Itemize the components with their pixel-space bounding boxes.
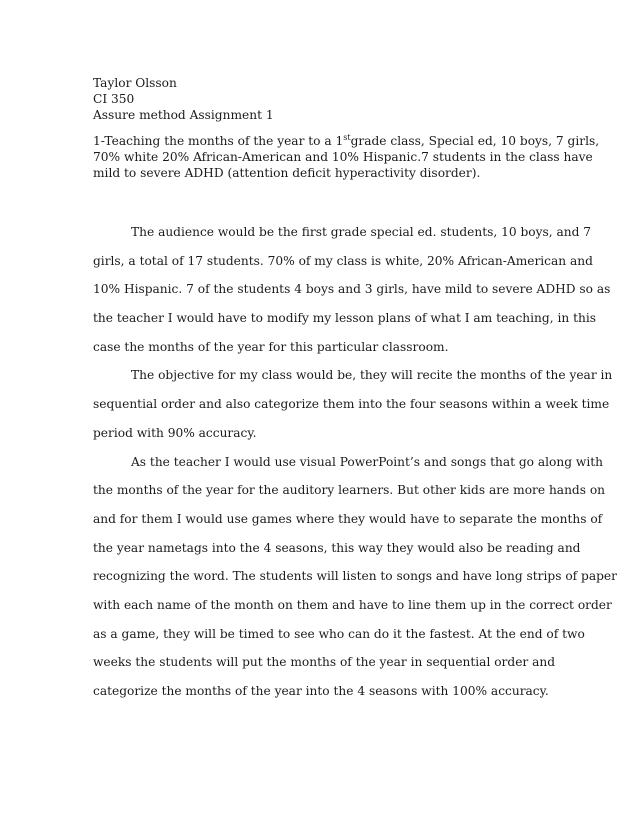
summary-line-1	[93, 132, 600, 149]
summary-line-3: mild to severe ADHD (attention deficit hyperactivity disorder).	[93, 166, 481, 180]
body-line: the months of the year for the auditory learners. But other kids are more hands on	[93, 483, 606, 498]
body-line: and for them I would use games where they would have to separate the months of	[93, 511, 603, 526]
body-line: weeks the students will put the months of the year in sequential order and	[93, 655, 556, 670]
body-line: The objective for my class would be, they will recite the months of the year in	[131, 368, 613, 383]
body-line: categorize the months of the year into the 4 seasons with 100% accuracy.	[93, 684, 549, 698]
body-line: recognizing the word. The students will listen to songs and have long strips of paper	[93, 569, 617, 584]
author-name: Taylor Olsson	[93, 76, 177, 90]
body-line: 10% Hispanic. 7 of the students 4 boys and 3 girls, have mild to severe ADHD so as	[93, 282, 611, 297]
summary-line-1-text-b: grade class, Special ed, 10 boys, 7 girls,	[350, 134, 600, 148]
essay-body	[93, 224, 617, 712]
assignment-summary	[93, 132, 600, 181]
body-line: as a game, they will be timed to see who can do it the fastest. At the end of two	[93, 626, 585, 641]
body-line: with each name of the month on them and have to line them up in the correct order	[93, 597, 612, 612]
body-line: sequential order and also categorize them into the four seasons within a week time	[93, 397, 610, 412]
body-line: As the teacher I would use visual PowerPoint’s and songs that go along with	[131, 454, 603, 469]
body-line: case the months of the year for this particular classroom.	[93, 339, 449, 354]
summary-line-2: 70% white 20% African-American and 10% Hispanic.7 students in the class have	[93, 150, 593, 164]
body-line: the teacher I would have to modify my lesson plans of what I am teaching, in this	[93, 311, 596, 326]
assignment-title: Assure method Assignment 1	[93, 108, 274, 122]
body-line: the year nametags into the 4 seasons, this way they would also be reading and	[93, 540, 581, 555]
body-line: girls, a total of 17 students. 70% of my class is white, 20% African-American and	[93, 253, 593, 268]
summary-line-1-text-a: 1-Teaching the months of the year to a 1	[93, 134, 344, 148]
body-line: The audience would be the first grade special ed. students, 10 boys, and 7	[131, 225, 592, 239]
ordinal-superscript: st	[343, 132, 351, 142]
course-code: CI 350	[93, 92, 135, 106]
body-line: period with 90% accuracy.	[93, 425, 257, 440]
document-header	[93, 75, 553, 123]
